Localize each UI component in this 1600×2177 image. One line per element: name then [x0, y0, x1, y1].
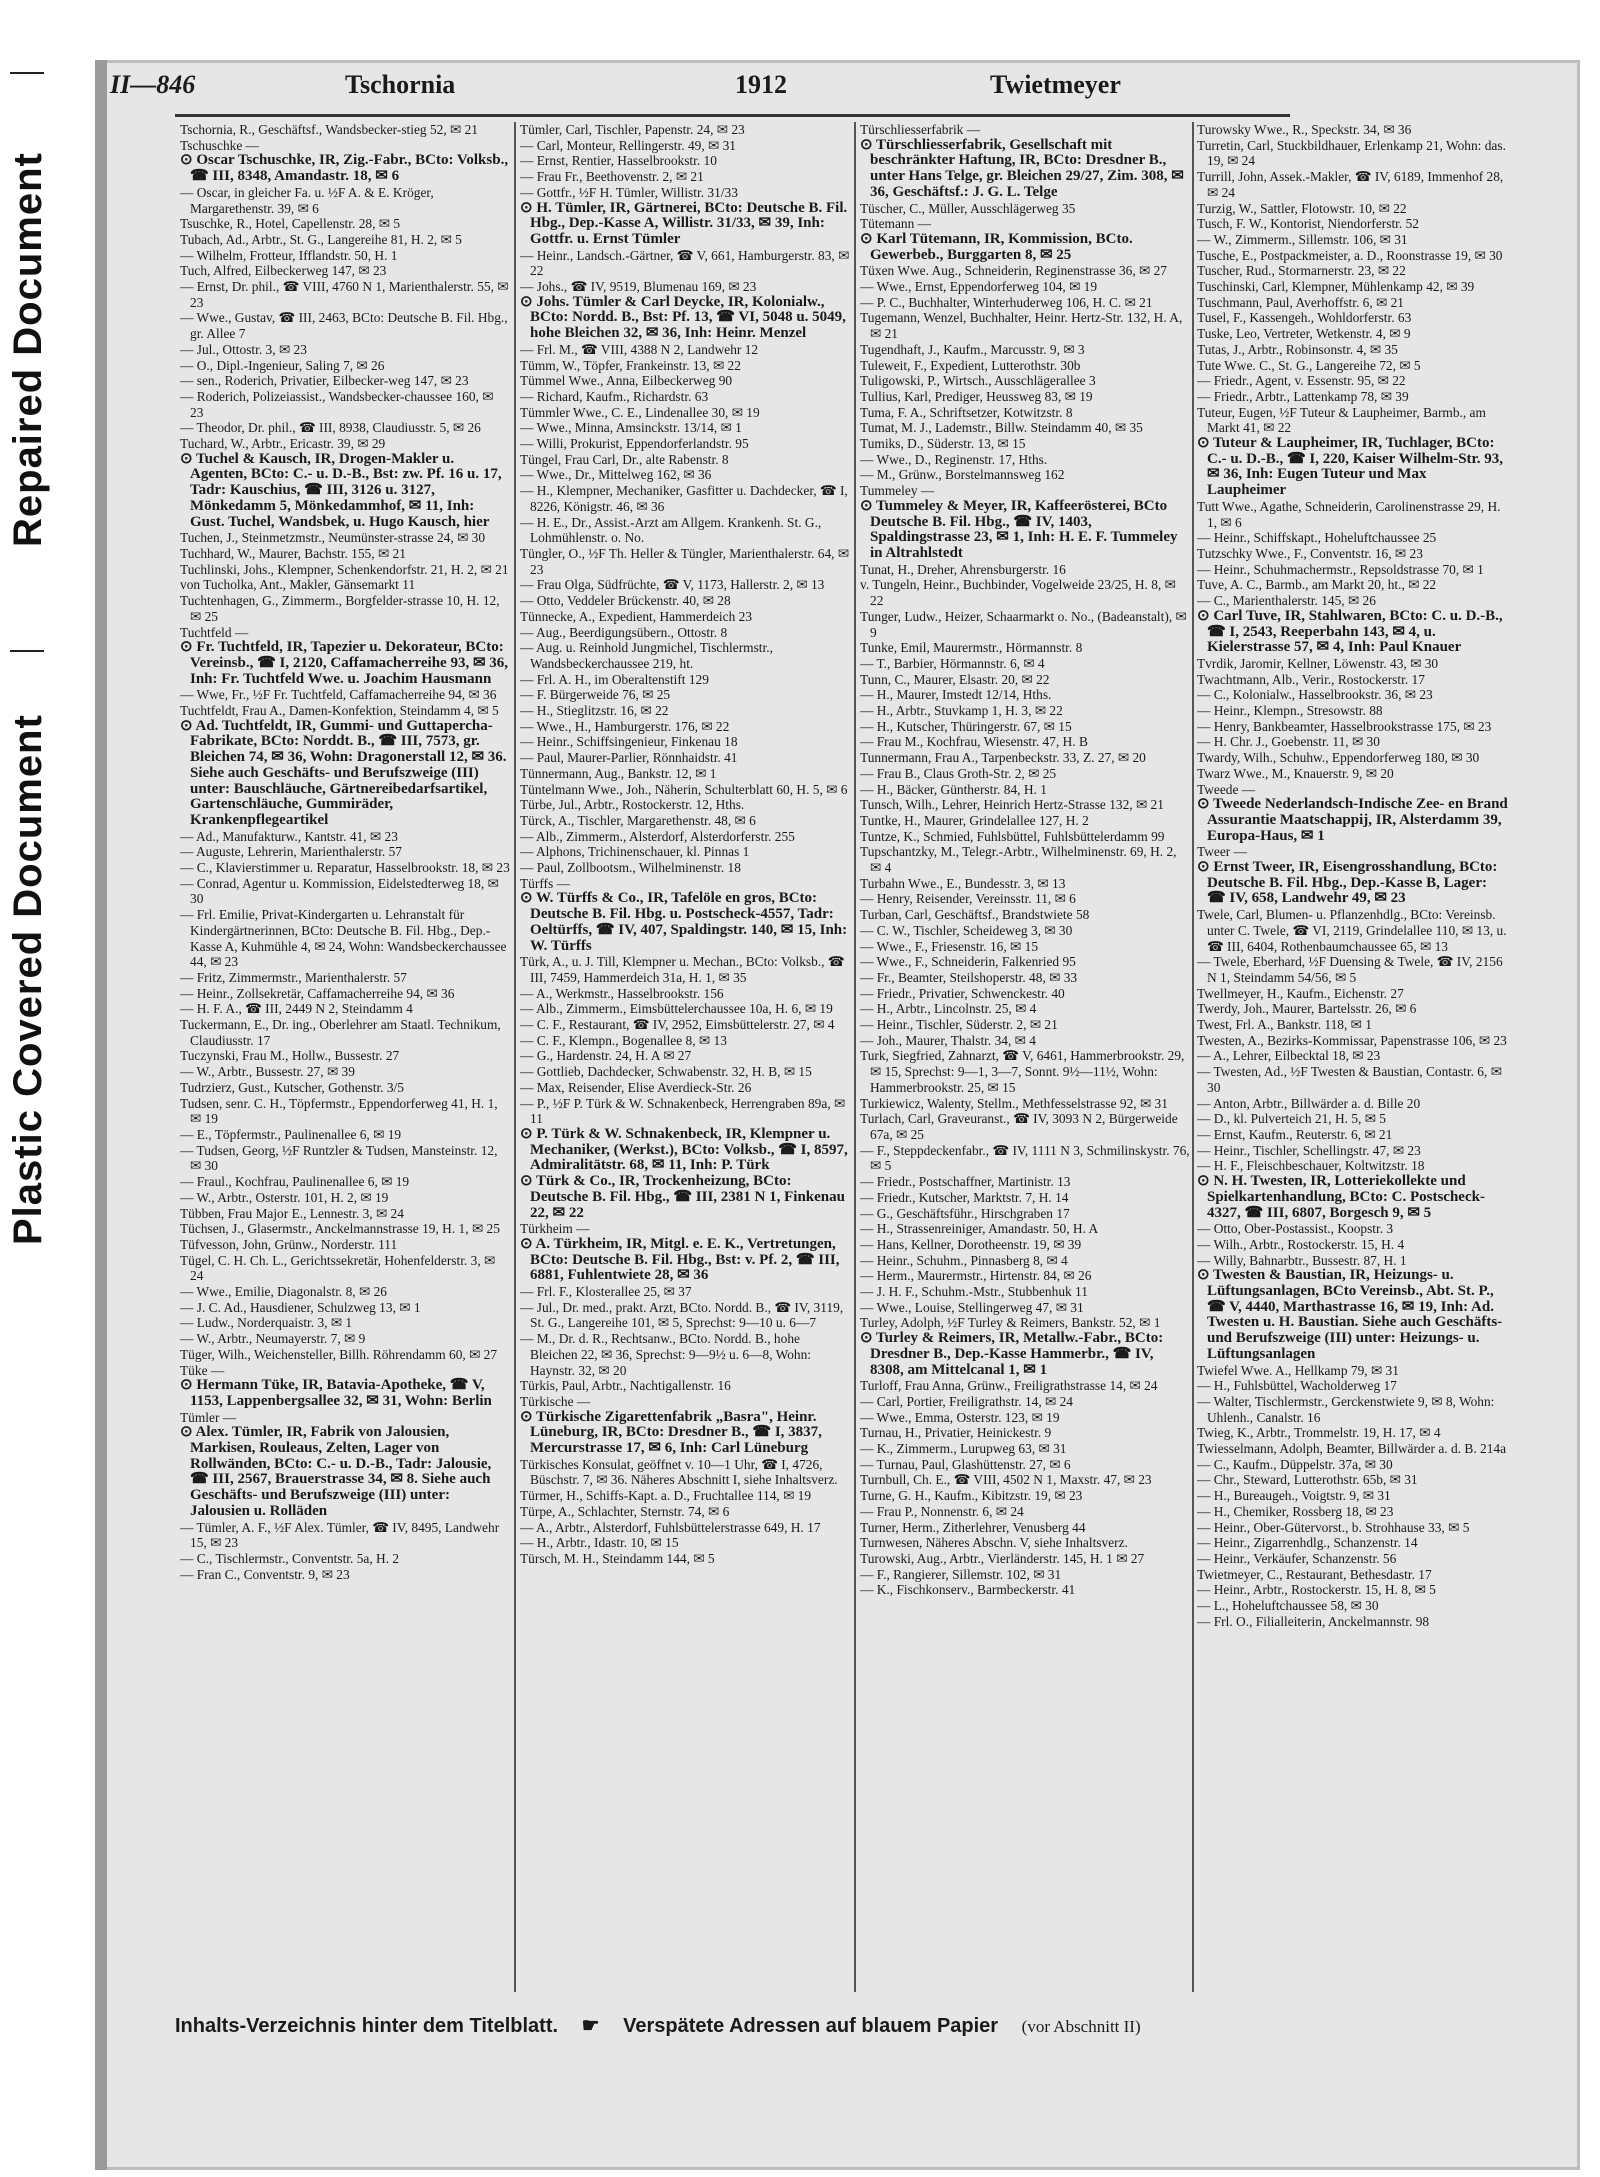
directory-entry: — Tudsen, Georg, ½F Runtzler & Tudsen, Mansteinstr. 12, ✉ 30 [180, 1142, 498, 1174]
directory-entry: — Joh., Maurer, Thalstr. 34, ✉ 4 [860, 1032, 1036, 1048]
directory-entry: Türpe, A., Schlachter, Sternstr. 74, ✉ 6 [520, 1503, 730, 1519]
directory-entry: — Turnau, Paul, Glashüttenstr. 27, ✉ 6 [860, 1456, 1071, 1472]
directory-entry: — H., Arbtr., Idastr. 10, ✉ 15 [520, 1535, 679, 1551]
directory-entry: — Otto, Veddeler Brückenstr. 40, ✉ 28 [520, 593, 731, 609]
directory-entry: — C., Tischlermstr., Conventstr. 5a, H. 2 [180, 1550, 400, 1566]
directory-entry: Tuschinski, Carl, Klempner, Mühlenkamp 42, ✉ 39 [1197, 279, 1475, 295]
directory-entry: — E., Töpfermstr., Paulinenallee 6, ✉ 19 [180, 1127, 402, 1142]
directory-entry: — Conrad, Agentur u. Kommission, Eidelstedterweg 18, ✉ 30 [180, 875, 499, 907]
directory-entry: Tuckermann, E., Dr. ing., Oberlehrer am Staatl. Technikum, Claudiusstr. 17 [180, 1017, 501, 1048]
footer-section-note: (vor Abschnitt II) [1021, 2017, 1141, 2036]
directory-entry: — Wwe, Fr., ½F Fr. Tuchtfeld, Caffamacherreihe 94, ✉ 36 [180, 687, 497, 703]
directory-entry: ⊙ Türk & Co., IR, Trockenheizung, BCto: Deutsche B. Fil. Hbg., ☎ III, 2381 N 1, Finkenau 22, ✉ 22 [520, 1173, 845, 1221]
header-rule [175, 114, 1290, 117]
directory-entry: Twachtmann, Alb., Verir., Rostockerstr. 17 [1197, 671, 1425, 687]
directory-entry: — Fr., Beamter, Steilshoperstr. 48, ✉ 33 [860, 969, 1078, 985]
directory-entry: Tüscher, C., Müller, Ausschlägerweg 35 [860, 200, 1076, 216]
repaired-document-label: Repaired Document [6, 152, 50, 548]
directory-entry: Tullius, Karl, Prediger, Heussweg 83, ✉ 19 [860, 388, 1093, 404]
directory-entry: ⊙ Ad. Tuchtfeldt, IR, Gummi- und Guttapercha-Fabrikate, BCto: Norddt. B., ☎ III, 7573, gr. Bleichen 74, ✉ 36, Wohn: Dragonerstall 12, ✉ 36. Siehe auch Geschäfts- und Berufszweige (III) unter: Bauschläuche, Gärtnereibedarfsartikel, Gartenschläuche, Gummiräder, Krankenpflegeartikel [180, 717, 507, 828]
directory-entry: Turlach, Carl, Graveuranst., ☎ IV, 3093 N 2, Bürgerweide 67a, ✉ 25 [860, 1111, 1178, 1142]
directory-entry: Tuleweit, F., Expedient, Lutterothstr. 30b [860, 357, 1081, 373]
directory-entry: — O., Dipl.-Ingenieur, Saling 7, ✉ 26 [180, 357, 385, 373]
directory-entry: Twietmeyer, C., Restaurant, Bethesdastr. 17 [1197, 1566, 1432, 1582]
page-number: II—846 [110, 70, 196, 99]
directory-entry: Tuve, A. C., Barmb., am Markt 20, ht., ✉ 22 [1197, 577, 1437, 593]
directory-entry: Twardy, Wilh., Schuhw., Eppendorferweg 180, ✉ 30 [1197, 750, 1480, 766]
directory-entry: Turne, G. H., Kaufm., Kibitzstr. 19, ✉ 23 [860, 1488, 1083, 1504]
plastic-covered-document-label: Plastic Covered Document [6, 714, 50, 1246]
directory-entry: ⊙ Tuchel & Kausch, IR, Drogen-Makler u. Agenten, BCto: C.- u. D.-B., Bst: zw. Pf. 16 u. 17, Tadr: Kauschius, ☎ III, 3126 u. 3127, Mönkedamm 5, Mönkedammhof, ✉ 11, Inh: Gust. Tuchel, Wandsbek, u. Hugo Kausch, hier [180, 450, 502, 530]
pointing-hand-icon: ☛ [581, 2015, 600, 2037]
directory-entry: Tuma, F. A., Schriftsetzer, Kotwitzstr. 8 [860, 404, 1073, 420]
directory-entry: — Frau B., Claus Groth-Str. 2, ✉ 25 [860, 765, 1057, 781]
directory-entry: ⊙ Oscar Tschuschke, IR, Zig.-Fabr., BCto: Volksb., ☎ III, 8348, Amandastr. 18, ✉ 6 [180, 152, 509, 185]
directory-column-3 [860, 122, 1190, 1992]
directory-entry: — M., Grünw., Borstelmannsweg 162 [860, 467, 1065, 483]
directory-entry: Tuntze, K., Schmied, Fuhlsbüttel, Fuhlsbüttelerdamm 99 [860, 828, 1165, 844]
directory-entry: Tunn, C., Maurer, Elsastr. 20, ✉ 22 [860, 671, 1050, 687]
directory-entry: — Fraul., Kochfrau, Paulinenallee 6, ✉ 19 [180, 1174, 410, 1190]
directory-entry: — Hans, Kellner, Dorotheenstr. 19, ✉ 39 [860, 1236, 1082, 1252]
directory-entry: — Heinr., Schiffsingenieur, Finkenau 18 [520, 734, 738, 750]
directory-entry: ⊙ Türkische Zigarettenfabrik „Basra", Heinr. Lüneburg, IR, BCto: Dresdner B., ☎ I, 3837, Mercurstrasse 17, ✉ 6, Inh: Carl Lüneburg [520, 1408, 822, 1457]
directory-entry: Tweede — [1197, 781, 1256, 797]
directory-entry: Tutt Wwe., Agathe, Schneiderin, Carolinenstrasse 29, H. 1, ✉ 6 [1197, 498, 1501, 530]
directory-entry: — Frl. O., Filialleiterin, Anckelmannstr. 98 [1197, 1613, 1430, 1629]
directory-entry: Türkis, Paul, Arbtr., Nachtigallenstr. 16 [520, 1378, 731, 1394]
directory-entry: — Heinr., Schuhmachermstr., Repsoldstrasse 70, ✉ 1 [1197, 561, 1484, 577]
directory-entry: — J. H. F., Schuhm.-Mstr., Stubbenhuk 11 [860, 1284, 1088, 1300]
directory-entry: — Chr., Steward, Lutterothstr. 65b, ✉ 31 [1197, 1472, 1418, 1488]
directory-column-1 [180, 122, 510, 1992]
directory-entry: — Walter, Tischlermstr., Gerckenstwiete 9, ✉ 8, Wohn: Uhlenh., Canalstr. 16 [1197, 1393, 1495, 1425]
directory-entry: — Ernst, Kaufm., Reuterstr. 6, ✉ 21 [1197, 1127, 1393, 1142]
directory-entry: — Wwe., F., Friesenstr. 16, ✉ 15 [860, 938, 1039, 954]
directory-entry: — H., Chemiker, Rossberg 18, ✉ 23 [1197, 1503, 1394, 1519]
directory-entry: Tumat, M. J., Lademstr., Billw. Steindamm 40, ✉ 35 [860, 420, 1143, 436]
directory-entry: — Alb., Zimmerm., Alsterdorf, Alsterdorferstr. 255 [520, 828, 795, 844]
directory-entry: Tschuschke — [180, 137, 260, 153]
directory-entry: — T., Barbier, Hörmannstr. 6, ✉ 4 [860, 655, 1045, 671]
directory-entry: Tuchen, J., Steinmetzmstr., Neumünster-strasse 24, ✉ 30 [180, 530, 486, 546]
directory-entry: Turnwesen, Näheres Abschn. V, siehe Inhaltsverz. [860, 1535, 1128, 1551]
directory-entry: — Gottfr., ½F H. Tümler, Willistr. 31/33 [520, 184, 738, 200]
side-dash [10, 650, 44, 652]
directory-entry: Tudsen, senr. C. H., Töpfermstr., Eppendorferweg 41, H. 1, ✉ 19 [180, 1095, 498, 1127]
directory-entry: Türck, A., Tischler, Margarethenstr. 48, ✉ 6 [520, 812, 756, 828]
directory-entry: — F., Rangierer, Sillemstr. 102, ✉ 31 [860, 1566, 1062, 1582]
directory-entry: — Carl, Portier, Freiligrathstr. 14, ✉ 24 [860, 1393, 1074, 1409]
directory-entry: — Theodor, Dr. phil., ☎ III, 8938, Claudiusstr. 5, ✉ 26 [180, 420, 481, 436]
directory-entry: — Aug. u. Reinhold Jungmichel, Tischlermstr., Wandsbeckerchaussee 219, ht. [520, 640, 773, 671]
directory-entry: — H., Arbtr., Stuvkamp 1, H. 3, ✉ 22 [860, 703, 1063, 719]
directory-entry: Twiefel Wwe. A., Hellkamp 79, ✉ 31 [1197, 1362, 1399, 1378]
directory-entry: — W., Arbtr., Bussestr. 27, ✉ 39 [180, 1064, 355, 1080]
directory-entry: Tuteur, Eugen, ½F Tuteur & Laupheimer, Barmb., am Markt 41, ✉ 22 [1197, 404, 1486, 436]
directory-entry: — H., Bureaugeh., Voigtstr. 9, ✉ 31 [1197, 1488, 1391, 1504]
directory-entry: Tübben, Frau Major E., Lennestr. 3, ✉ 24 [180, 1205, 404, 1221]
directory-entry: Twele, Carl, Blumen- u. Pflanzenhdlg., BCto: Vereinsb. unter C. Twele, ☎ VI, 2119, Grindelallee 110, ✉ 13, u. ☎ III, 6404, Rothenbaumchaussee 65, ✉ 13 [1197, 907, 1507, 954]
directory-entry: — Ad., Manufakturw., Kantstr. 41, ✉ 23 [180, 828, 398, 844]
directory-entry: — Heinr., Landsch.-Gärtner, ☎ V, 661, Hamburgerstr. 83, ✉ 22 [520, 247, 850, 279]
footer-index-note: Inhalts-Verzeichnis hinter dem Titelblatt. [175, 2015, 559, 2037]
directory-entry: — Carl, Monteur, Rellingerstr. 49, ✉ 31 [520, 137, 736, 153]
directory-entry: — Heinr., Ober-Gütervorst., b. Strohhause 33, ✉ 5 [1197, 1519, 1470, 1535]
directory-entry: — Max, Reisender, Elise Averdieck-Str. 26 [520, 1079, 752, 1095]
directory-entry: — Wwe., Ernst, Eppendorferweg 104, ✉ 19 [860, 279, 1098, 295]
directory-entry: Türk, A., u. J. Till, Klempner u. Mechan., BCto: Volksb., ☎ III, 7459, Hammerdeich 31a, H. 1, ✉ 35 [520, 954, 845, 985]
directory-entry: — Richard, Kaufm., Richardstr. 63 [520, 388, 709, 404]
directory-entry: Tuczynski, Frau M., Hollw., Bussestr. 27 [180, 1048, 400, 1064]
directory-entry: Tugemann, Wenzel, Buchhalter, Heinr. Hertz-Str. 132, H. A, ✉ 21 [860, 310, 1183, 342]
directory-entry: — H. E., Dr., Assist.-Arzt am Allgem. Krankenh. St. G., Lohmühlenstr. o. No. [520, 514, 822, 546]
directory-entry: — C., Klavierstimmer u. Reparatur, Hasselbrookstr. 18, ✉ 23 [180, 860, 510, 876]
directory-entry: — W., Arbtr., Neumayerstr. 7, ✉ 9 [180, 1331, 366, 1347]
directory-entry: — W., Zimmerm., Sillemstr. 106, ✉ 31 [1197, 231, 1408, 247]
directory-entry: — G., Geschäftsführ., Hirschgraben 17 [860, 1205, 1070, 1221]
directory-entry: Tünnermann, Aug., Bankstr. 12, ✉ 1 [520, 765, 717, 781]
directory-entry: — M., Dr. d. R., Rechtsanw., BCto. Nordd. B., hohe Bleichen 22, ✉ 36, Sprechst: 9—9½ u. 6—8, Wohn: Haynstr. 32, ✉ 20 [520, 1331, 812, 1378]
directory-entry: — H., Kutscher, Thüringerstr. 67, ✉ 15 [860, 718, 1072, 734]
directory-entry: — Gottlieb, Dachdecker, Schwabenstr. 32, H. B, ✉ 15 [520, 1064, 812, 1080]
directory-entry: Tubach, Ad., Arbtr., St. G., Langereihe 81, H. 2, ✉ 5 [180, 231, 462, 247]
directory-entry: Tuch, Alfred, Eilbeckerweg 147, ✉ 23 [180, 263, 387, 279]
directory-entry: Tuske, Leo, Vertreter, Wetkenstr. 4, ✉ 9 [1197, 326, 1411, 342]
directory-entry: Tüger, Wilh., Weichensteller, Billh. Röhrendamm 60, ✉ 27 [180, 1346, 498, 1362]
header-last-entry: Twietmeyer [990, 70, 1121, 99]
directory-entry: Tüngler, O., ½F Th. Heller & Tüngler, Marienthalerstr. 64, ✉ 23 [520, 545, 850, 577]
directory-entry: Tüngel, Frau Carl, Dr., alte Rabenstr. 8 [520, 451, 729, 467]
directory-entry: Twerdy, Joh., Maurer, Bartelsstr. 26, ✉ 6 [1197, 1001, 1417, 1017]
directory-entry: ⊙ Hermann Tüke, IR, Batavia-Apotheke, ☎ V, 1153, Lappenbergsallee 32, ✉ 31, Wohn: Berlin [180, 1377, 492, 1409]
directory-entry: — Willi, Prokurist, Eppendorferlandstr. 95 [520, 436, 749, 452]
directory-entry: Turowsky Wwe., R., Speckstr. 34, ✉ 36 [1197, 122, 1412, 137]
directory-entry: Tsuschke, R., Hotel, Capellenstr. 28, ✉ 5 [180, 216, 401, 232]
directory-entry: Tuchtfeld — [180, 624, 249, 640]
directory-entry: Tusch, F. W., Kontorist, Niendorferstr. 52 [1197, 216, 1419, 232]
directory-entry: Türkheim — [520, 1221, 590, 1237]
directory-entry: Tunke, Emil, Maurermstr., Hörmannstr. 8 [860, 640, 1083, 656]
directory-entry: — Wwe., Gustav, ☎ III, 2463, BCto: Deutsche B. Fil. Hbg., gr. Allee 7 [180, 310, 508, 342]
directory-entry: Turkiewicz, Walenty, Stellm., Methfesselstrasse 92, ✉ 31 [860, 1095, 1168, 1111]
directory-entry: — Friedr., Kutscher, Marktstr. 7, H. 14 [860, 1189, 1069, 1205]
directory-entry: — A., Arbtr., Alsterdorf, Fuhlsbüttelerstrasse 649, H. 17 [520, 1519, 821, 1535]
directory-entry: Turban, Carl, Geschäftsf., Brandstwiete 58 [860, 907, 1090, 923]
directory-entry: — Frau M., Kochfrau, Wiesenstr. 47, H. B [860, 734, 1088, 750]
directory-entry: — Wwe., H., Hamburgerstr. 176, ✉ 22 [520, 718, 730, 734]
directory-entry: — D., kl. Pulverteich 21, H. 5, ✉ 5 [1197, 1111, 1386, 1127]
directory-entry: — P. C., Buchhalter, Winterhuderweg 106, H. C. ✉ 21 [860, 294, 1153, 310]
directory-entry: Tusche, E., Postpackmeister, a. D., Roonstrasse 19, ✉ 30 [1197, 247, 1503, 263]
directory-entry: — K., Zimmerm., Lurupweg 63, ✉ 31 [860, 1441, 1067, 1457]
directory-entry: ⊙ Karl Tütemann, IR, Kommission, BCto. Gewerbeb., Burggarten 8, ✉ 25 [860, 230, 1133, 263]
directory-entry: Tweer — [1197, 844, 1247, 860]
directory-entry: Tumiks, D., Süderstr. 13, ✉ 15 [860, 436, 1026, 452]
directory-entry: — Roderich, Polizeiassist., Wandsbecker-chaussee 160, ✉ 23 [180, 388, 494, 420]
directory-entry: — Heinr., Tischler, Schellingstr. 47, ✉ 23 [1197, 1142, 1421, 1158]
directory-entry: Tüfvesson, John, Grünw., Norderstr. 111 [180, 1236, 398, 1252]
directory-entry: ⊙ N. H. Twesten, IR, Lotteriekollekte und Spielkartenhandlung, BCto: C. Postscheck- 4327, ☎ III, 6807, Borgesch 9, ✉ 5 [1197, 1173, 1485, 1221]
directory-entry: — Frl. Emilie, Privat-Kindergarten u. Lehranstalt für Kindergärtnerinnen, BCto: Deutsche B. Fil. Hbg., Dep.-Kasse A, Kuhmühle 4, ✉ 24, Wohn: Wandsbeckerchaussee 44, ✉ 23 [180, 907, 507, 970]
directory-entry: — P., ½F P. Türk & W. Schnakenbeck, Herrengraben 89a, ✉ 11 [520, 1095, 846, 1127]
directory-entry: — Otto, Ober-Postassist., Koopstr. 3 [1197, 1221, 1394, 1237]
directory-entry: — C. F., Klempn., Bogenallee 8, ✉ 13 [520, 1032, 727, 1048]
directory-entry: Tümm, W., Töpfer, Frankeinstr. 13, ✉ 22 [520, 357, 741, 373]
directory-entry: ⊙ Tummeley & Meyer, IR, Kaffeerösterei, BCto Deutsche B. Fil. Hbg., ☎ IV, 1403, Spaldingstrasse 23, ✉ 1, Inh: H. E. F. Tummeley in Altrahlstedt [860, 497, 1178, 561]
directory-entry: ⊙ Tweede Nederlandsch-Indische Zee- en Brand Assurantie Maatschappij, IR, Alsterdamm 39, Europa-Haus, ✉ 1 [1197, 796, 1508, 844]
directory-entry: — F., Steppdeckenfabr., ☎ IV, 1111 N 3, Schmilinskystr. 76, ✉ 5 [860, 1142, 1190, 1174]
directory-entry: — Frl. F., Klosterallee 25, ✉ 37 [520, 1284, 692, 1300]
directory-entry: — Heinr., Tischler, Süderstr. 2, ✉ 21 [860, 1017, 1058, 1033]
directory-entry: — Heinr., Klempn., Stresowstr. 88 [1197, 703, 1383, 719]
directory-entry: Twarz Wwe., M., Knauerstr. 9, ✉ 20 [1197, 765, 1394, 781]
directory-entry: Tvrdik, Jaromir, Kellner, Löwenstr. 43, ✉ 30 [1197, 655, 1439, 671]
directory-entry: Turnau, H., Privatier, Heinickestr. 9 [860, 1425, 1052, 1441]
directory-entry: — H., Arbtr., Lincolnstr. 25, ✉ 4 [860, 1001, 1037, 1017]
directory-entry: Türmer, H., Schiffs-Kapt. a. D., Fruchtallee 114, ✉ 19 [520, 1488, 812, 1504]
directory-entry: — Friedr., Postschaffner, Martinistr. 13 [860, 1174, 1071, 1190]
directory-entry: — Wilhelm, Frotteur, Ifflandstr. 50, H. 1 [180, 247, 398, 263]
directory-entry: Turzig, W., Sattler, Flotowstr. 10, ✉ 22 [1197, 200, 1407, 216]
column-divider [1192, 122, 1194, 1992]
directory-entry: — Friedr., Privatier, Schwenckestr. 40 [860, 985, 1065, 1001]
directory-entry: — A., Lehrer, Eilbecktal 18, ✉ 23 [1197, 1048, 1381, 1064]
directory-entry: Tüchsen, J., Glasermstr., Anckelmannstrasse 19, H. 1, ✉ 25 [180, 1221, 500, 1237]
directory-entry: Tuligowski, P., Wirtsch., Ausschlägerallee 3 [860, 373, 1096, 389]
directory-entry: — H., Maurer, Imstedt 12/14, Hths. [860, 687, 1052, 703]
directory-entry: ⊙ Tuteur & Laupheimer, IR, Tuchlager, BCto: C.- u. D.-B., ☎ I, 220, Kaiser Wilhelm-Str. 93, ✉ 36, Inh: Eugen Tuteur und Max Laupheimer [1197, 435, 1504, 499]
directory-entry: — Jul., Dr. med., prakt. Arzt, BCto. Nordd. B., ☎ IV, 3119, St. G., Langereihe 101, ✉ 5, Sprechst: 9—10 u. 6—7 [520, 1299, 844, 1331]
directory-entry: Tümmel Wwe., Anna, Eilbeckerweg 90 [520, 373, 733, 389]
directory-entry: — Willy, Bahnarbtr., Bussestr. 87, H. 1 [1197, 1252, 1407, 1268]
directory-entry: — H., Strassenreiniger, Amandastr. 50, H. A [860, 1221, 1099, 1237]
directory-entry: Turley, Adolph, ½F Turley & Reimers, Bankstr. 52, ✉ 1 [860, 1315, 1161, 1331]
directory-entry: — Jul., Ottostr. 3, ✉ 23 [180, 341, 307, 357]
directory-entry: Türschliesserfabrik — [860, 122, 981, 137]
directory-entry: — L., Hoheluftchaussee 58, ✉ 30 [1197, 1598, 1379, 1614]
directory-entry: — Aug., Beerdigungsübern., Ottostr. 8 [520, 624, 728, 640]
directory-entry: Tupschantzky, M., Telegr.-Arbtr., Wilhelminenstr. 69, H. 2, ✉ 4 [860, 844, 1177, 876]
directory-entry: — sen., Roderich, Privatier, Eilbecker-weg 147, ✉ 23 [180, 373, 469, 389]
directory-entry: Türsch, M. H., Steindamm 144, ✉ 5 [520, 1550, 715, 1566]
directory-entry: Tütemann — [860, 216, 932, 232]
directory-entry: Türkisches Konsulat, geöffnet v. 10—1 Uhr, ☎ I, 4726, Büschstr. 7, ✉ 36. Näheres Abschnitt I, siehe Inhaltsverz. [520, 1456, 838, 1488]
side-strip [0, 0, 70, 2177]
directory-entry: — K., Fischkonserv., Barmbeckerstr. 41 [860, 1582, 1076, 1598]
directory-entry: Turloff, Frau Anna, Grünw., Freiligrathstrasse 14, ✉ 24 [860, 1378, 1158, 1394]
directory-entry: Tüke — [180, 1362, 225, 1378]
directory-entry: Tunger, Ludw., Heizer, Schaarmarkt o. No., (Badeanstalt), ✉ 9 [860, 608, 1187, 640]
directory-entry: — Frl. A. H., im Oberaltenstift 129 [520, 671, 709, 687]
directory-entry: Tschornia, R., Geschäftsf., Wandsbecker-stieg 52, ✉ 21 [180, 122, 478, 137]
directory-entry: — J. C. Ad., Hausdiener, Schulzweg 13, ✉ 1 [180, 1299, 421, 1315]
directory-entry: Turbahn Wwe., E., Bundesstr. 3, ✉ 13 [860, 875, 1066, 891]
directory-entry: — Ernst, Rentier, Hasselbrookstr. 10 [520, 153, 717, 169]
directory-entry: Türkische — [520, 1393, 591, 1409]
directory-entry: Twellmeyer, H., Kaufm., Eichenstr. 27 [1197, 985, 1404, 1001]
directory-entry: — Heinr., Arbtr., Rostockerstr. 15, H. 8, ✉ 5 [1197, 1582, 1436, 1598]
directory-entry: — Henry, Reisender, Vereinsstr. 11, ✉ 6 [860, 891, 1076, 907]
directory-entry: — Paul, Zollbootsm., Wilhelminenstr. 18 [520, 860, 741, 876]
directory-entry: — C., Kaufm., Düppelstr. 37a, ✉ 30 [1197, 1456, 1393, 1472]
directory-entry: — Wilh., Arbtr., Rostockerstr. 15, H. 4 [1197, 1236, 1405, 1252]
directory-entry: Tugendhaft, J., Kaufm., Marcusstr. 9, ✉ 3 [860, 341, 1085, 357]
directory-entry: — Wwe., Louise, Stellingerweg 47, ✉ 31 [860, 1299, 1084, 1315]
directory-entry: — Heinr., Zollsekretär, Caffamacherreihe 94, ✉ 36 [180, 985, 455, 1001]
directory-entry: Twest, Frl. A., Bankstr. 118, ✉ 1 [1197, 1017, 1372, 1033]
directory-entry: Turowski, Aug., Arbtr., Vierländerstr. 145, H. 1 ✉ 27 [860, 1550, 1145, 1566]
directory-entry: — Frau Olga, Südfrüchte, ☎ V, 1173, Hallerstr. 2, ✉ 13 [520, 577, 825, 593]
directory-entry: Turk, Siegfried, Zahnarzt, ☎ V, 6461, Hammerbrookstr. 29, ✉ 15, Sprechst: 9—1, 3—7, Sonnt. 9½—11½, Wohn: Hammerbrookstr. 25, ✉ 15 [860, 1048, 1185, 1095]
directory-entry: — Paul, Maurer-Parlier, Rönnhaidstr. 41 [520, 750, 738, 766]
directory-entry: — Twele, Eberhard, ½F Duensing & Twele, ☎ IV, 2156 N 1, Steindamm 54/56, ✉ 5 [1197, 954, 1503, 985]
directory-entry: Tüntelmann Wwe., Joh., Näherin, Schulterblatt 60, H. 5, ✉ 6 [520, 781, 848, 797]
directory-entry: — W., Arbtr., Osterstr. 101, H. 2, ✉ 19 [180, 1189, 389, 1205]
directory-entry: Tunsch, Wilh., Lehrer, Heinrich Hertz-Strasse 132, ✉ 21 [860, 797, 1164, 813]
directory-entry: Turnbull, Ch. E., ☎ VIII, 4502 N 1, Maxstr. 47, ✉ 23 [860, 1472, 1152, 1488]
directory-entry: Tuchhard, W., Maurer, Bachstr. 155, ✉ 21 [180, 545, 406, 561]
directory-entry: ⊙ Twesten & Baustian, IR, Heizungs- u. Lüftungsanlagen, BCto Vereinsb., Abt. St. P., ☎ V, 4440, Marthastrasse 16, ✉ 19, Inh: Ad. Twesten u. H. Baustian. Siehe auch Geschäfts- und Berufszweige (III) unter: Heizungs- u. Lüftungsanlagen [1197, 1267, 1503, 1362]
directory-entry: — Heinr., Schiffskapt., Hoheluftchaussee 25 [1197, 530, 1437, 546]
directory-entry: Tummeley — [860, 483, 935, 499]
directory-entry: — Wwe., Emilie, Diagonalstr. 8, ✉ 26 [180, 1284, 387, 1300]
directory-entry: — Ludw., Norderquaistr. 3, ✉ 1 [180, 1315, 353, 1331]
directory-entry: ⊙ W. Türffs & Co., IR, Tafelöle en gros, BCto: Deutsche B. Fil. Hbg. u. Postscheck-4557, Tadr: Oeltürffs, ☎ IV, 407, Spaldingstr. 140, ✉ 15, Inh: W. Türffs [520, 890, 848, 954]
directory-entry: — Wwe., Minna, Amsinckstr. 13/14, ✉ 1 [520, 420, 742, 436]
directory-entry: — Alphons, Trichinenschauer, kl. Pinnas 1 [520, 844, 750, 860]
directory-entry: Türffs — [520, 875, 570, 891]
directory-entry: — H. Chr. J., Goebenstr. 11, ✉ 30 [1197, 734, 1380, 750]
directory-entry: Tuchlinski, Johs., Klempner, Schenkendorfstr. 21, H. 2, ✉ 21 [180, 561, 509, 577]
directory-entry: Tuntke, H., Maurer, Grindelallee 127, H. 2 [860, 812, 1089, 828]
directory-entry: Turrill, John, Assek.-Makler, ☎ IV, 6189, Immenhof 28, ✉ 24 [1197, 169, 1504, 200]
directory-entry: Tute Wwe. C., St. G., Langereihe 72, ✉ 5 [1197, 357, 1421, 373]
directory-entry: — Heinr., Schuhm., Pinnasberg 8, ✉ 4 [860, 1252, 1068, 1268]
directory-entry: — Twesten, Ad., ½F Twesten & Baustian, Contastr. 6, ✉ 30 [1197, 1064, 1502, 1095]
page-footer [175, 2013, 1295, 2038]
directory-entry: — C. W., Tischler, Scheideweg 3, ✉ 30 [860, 922, 1073, 938]
directory-entry: Tunnermann, Frau A., Tarpenbeckstr. 33, Z. 27, ✉ 20 [860, 750, 1146, 766]
directory-entry: Tudrzierz, Gust., Kutscher, Gothenstr. 3/5 [180, 1079, 404, 1095]
directory-entry: — C. F., Restaurant, ☎ IV, 2952, Eimsbüttelerstr. 27, ✉ 4 [520, 1017, 835, 1033]
directory-entry: — A., Werkmstr., Hasselbrookstr. 156 [520, 985, 724, 1001]
directory-entry: — Wwe., Emma, Osterstr. 123, ✉ 19 [860, 1409, 1060, 1425]
directory-entry: Twieg, K., Arbtr., Trommelstr. 19, H. 17, ✉ 4 [1197, 1425, 1441, 1441]
directory-entry: Türbe, Jul., Arbtr., Rostockerstr. 12, Hths. [520, 797, 745, 813]
page-header [110, 70, 1280, 110]
directory-entry: — Wwe., D., Reginenstr. 17, Hths. [860, 451, 1048, 467]
directory-entry: — Auguste, Lehrerin, Marienthalerstr. 57 [180, 844, 403, 860]
directory-entry: — Alb., Zimmerm., Eimsbüttelerchaussee 10a, H. 6, ✉ 19 [520, 1001, 833, 1017]
directory-entry: Tuchtenhagen, G., Zimmerm., Borgfelder-strasse 10, H. 12, ✉ 25 [180, 593, 500, 624]
directory-entry: — Anton, Arbtr., Billwärder a. d. Bille 20 [1197, 1095, 1421, 1111]
directory-entry: ⊙ Turley & Reimers, IR, Metallw.-Fabr., BCto: Dresdner B., Dep.-Kasse Hammerbr., ☎ IV, 8308, am Mittelcanal 1, ✉ 1 [860, 1330, 1164, 1378]
directory-entry: ⊙ Fr. Tuchtfeld, IR, Tapezier u. Dekorateur, BCto: Vereinsb., ☎ I, 2120, Caffamacherreihe 93, ✉ 36, Inh: Fr. Tuchtfeld Wwe. u. Joachim Hausmann [180, 639, 509, 687]
directory-entry: — Wwe., Dr., Mittelweg 162, ✉ 36 [520, 467, 712, 483]
header-year: 1912 [735, 70, 787, 99]
directory-entry: — Tümler, A. F., ½F Alex. Tümler, ☎ IV, 8495, Landwehr 15, ✉ 23 [180, 1519, 500, 1551]
directory-entry: — C., Kolonialw., Hasselbrookstr. 36, ✉ 23 [1197, 687, 1433, 703]
directory-entry: — H. F. A., ☎ III, 2449 N 2, Steindamm 4 [180, 1001, 413, 1017]
directory-entry: — Frau Fr., Beethovenstr. 2, ✉ 21 [520, 169, 704, 185]
column-divider [854, 122, 856, 1992]
directory-entry: Twesten, A., Bezirks-Kommissar, Papenstrasse 106, ✉ 23 [1197, 1032, 1507, 1048]
directory-entry: — Fran C., Conventstr. 9, ✉ 23 [180, 1566, 350, 1582]
directory-entry: Tügel, C. H. Ch. L., Gerichtssekretär, Hohenfelderstr. 3, ✉ 24 [180, 1252, 496, 1284]
directory-entry: von Tucholka, Ant., Makler, Gänsemarkt 11 [180, 577, 416, 593]
directory-entry: — Frl. M., ☎ VIII, 4388 N 2, Landwehr 12 [520, 341, 759, 357]
directory-entry: Turner, Herm., Zitherlehrer, Venusberg 44 [860, 1519, 1086, 1535]
directory-column-2 [520, 122, 850, 1992]
directory-entry: — H., Klempner, Mechaniker, Gasfitter u. Dachdecker, ☎ I, 8226, Königstr. 46, ✉ 36 [520, 483, 848, 514]
directory-entry: Tümler, Carl, Tischler, Papenstr. 24, ✉ 23 [520, 122, 745, 137]
directory-entry: ⊙ H. Tümler, IR, Gärtnerei, BCto: Deutsche B. Fil. Hbg., Dep.-Kasse A, Willistr. 31/33, ✉ 39, Inh: Gottfr. u. Ernst Tümler [520, 199, 848, 247]
directory-entry: ⊙ Ernst Tweer, IR, Eisengrosshandlung, BCto: Deutsche B. Fil. Hbg., Dep.-Kasse B, Lager: ☎ IV, 658, Landwehr 49, ✉ 23 [1197, 859, 1498, 907]
directory-entry: Tuchard, W., Arbtr., Ericastr. 39, ✉ 29 [180, 436, 386, 452]
directory-entry: ⊙ A. Türkheim, IR, Mitgl. e. E. K., Vertretungen, BCto: Deutsche B. Fil. Hbg., Bst: v. Pf. 2, ☎ III, 6881, Fuhlentwiete 28, ✉ 36 [520, 1235, 840, 1284]
directory-entry: — Heinr., Verkäufer, Schanzenstr. 56 [1197, 1550, 1397, 1566]
directory-entry: ⊙ Türschliesserfabrik, Gesellschaft mit beschränkter Haftung, IR, BCto: Dresdner B., unter Hans Telge, gr. Bleichen 29/27, Zim. 308, ✉ 36, Geschäftsf.: J. G. L. Telge [860, 136, 1184, 200]
directory-entry: — Heinr., Zigarrenhdlg., Schanzenstr. 14 [1197, 1535, 1418, 1551]
header-first-entry: Tschornia [345, 70, 456, 99]
directory-entry: — F. Bürgerweide 76, ✉ 25 [520, 687, 671, 703]
directory-entry: — Johs., ☎ IV, 9519, Blumenau 169, ✉ 23 [520, 279, 757, 295]
directory-entry: — H., Stieglitzstr. 16, ✉ 22 [520, 703, 669, 719]
directory-entry: ⊙ P. Türk & W. Schnakenbeck, IR, Klempner u. Mechaniker, (Werkst.), BCto: Volksb., ☎ I, 8597, Admiralitätstr. 68, ✉ 11, Inh: P. Türk [520, 1126, 848, 1174]
directory-entry: Tuchtfeldt, Frau A., Damen-Konfektion, Steindamm 4, ✉ 5 [180, 703, 499, 719]
directory-entry: — H., Bäcker, Güntherstr. 84, H. 1 [860, 781, 1047, 797]
directory-entry: v. Tungeln, Heinr., Buchbinder, Vogelweide 23/25, H. 8, ✉ 22 [860, 577, 1176, 609]
directory-entry: Tuscher, Rud., Stormarnerstr. 23, ✉ 22 [1197, 263, 1406, 279]
directory-entry: — H., Fuhlsbüttel, Wacholderweg 17 [1197, 1378, 1397, 1394]
directory-entry: — Frau P., Nonnenstr. 6, ✉ 24 [860, 1503, 1024, 1519]
directory-entry: Tüxen Wwe. Aug., Schneiderin, Reginenstrasse 36, ✉ 27 [860, 263, 1167, 279]
directory-column-4 [1197, 122, 1509, 1992]
directory-entry: ⊙ Alex. Tümler, IR, Fabrik von Jalousien, Markisen, Rouleaus, Zelten, Lager von Rollwänden, BCto: C.- u. D.-B., Tadr: Jalousie, ☎ III, 2567, Brauerstrasse 34, ✉ 8. Siehe auch Geschäfts- und Berufszweige (III) unter: Jalousien u. Rolläden [180, 1424, 492, 1519]
directory-entry: — Wwe., F., Schneiderin, Falkenried 95 [860, 954, 1076, 970]
directory-entry: — Friedr., Agent, v. Essenstr. 95, ✉ 22 [1197, 373, 1406, 389]
footer-late-addresses-note: Verspätete Adressen auf blauem Papier [623, 2015, 999, 2037]
directory-entry: — Fritz, Zimmermstr., Marienthalerstr. 57 [180, 969, 407, 985]
directory-entry: — Friedr., Arbtr., Lattenkamp 78, ✉ 39 [1197, 388, 1409, 404]
directory-entry: — Oscar, in gleicher Fa. u. ½F A. & E. Kröger, Margarethenstr. 39, ✉ 6 [180, 184, 434, 216]
directory-entry: — G., Hardenstr. 24, H. A ✉ 27 [520, 1048, 692, 1064]
directory-entry: Tutas, J., Arbtr., Robinsonstr. 4, ✉ 35 [1197, 341, 1398, 357]
directory-entry: Tünnecke, A., Expedient, Hammerdeich 23 [520, 608, 753, 624]
directory-entry: Turretin, Carl, Stuckbildhauer, Erlenkamp 21, Wohn: das. 19, ✉ 24 [1197, 137, 1506, 169]
directory-entry: Tümler — [180, 1409, 237, 1425]
directory-entry: Tunat, H., Dreher, Ahrensburgerstr. 16 [860, 561, 1066, 577]
directory-entry: Tusel, F., Kassengeh., Wohldorferstr. 63 [1197, 310, 1412, 326]
directory-entry: Tümmler Wwe., C. E., Lindenallee 30, ✉ 19 [520, 404, 760, 420]
directory-entry: — Henry, Bankbeamter, Hasselbrookstrasse 175, ✉ 23 [1197, 718, 1492, 734]
directory-entry: Tuschmann, Paul, Averhoffstr. 6, ✉ 21 [1197, 294, 1404, 310]
directory-entry: ⊙ Carl Tuve, IR, Stahlwaren, BCto: C. u. D.-B., ☎ I, 2543, Reeperbahn 143, ✉ 4, u. Kielerstrasse 57, ✉ 4, Inh: Paul Knauer [1197, 607, 1503, 656]
directory-entry: — Herm., Maurermstr., Hirtenstr. 84, ✉ 26 [860, 1268, 1092, 1284]
directory-entry: — Ernst, Dr. phil., ☎ VIII, 4760 N 1, Marienthalerstr. 55, ✉ 23 [180, 279, 509, 310]
directory-entry: ⊙ Johs. Tümler & Carl Deycke, IR, Kolonialw., BCto: Nordd. B., Bst: Pf. 13, ☎ VI, 5048 u. 5049, hohe Bleichen 32, ✉ 36, Inh: Heinr. Menzel [520, 293, 846, 342]
directory-entry: Tutzschky Wwe., F., Conventstr. 16, ✉ 23 [1197, 545, 1423, 561]
directory-entry: — H. F., Fleischbeschauer, Koltwitzstr. 18 [1197, 1158, 1425, 1174]
directory-entry: — C., Marienthalerstr. 145, ✉ 26 [1197, 593, 1376, 609]
directory-entry: Twiesselmann, Adolph, Beamter, Billwärder a. d. B. 214a [1197, 1441, 1507, 1457]
column-divider [514, 122, 516, 1992]
